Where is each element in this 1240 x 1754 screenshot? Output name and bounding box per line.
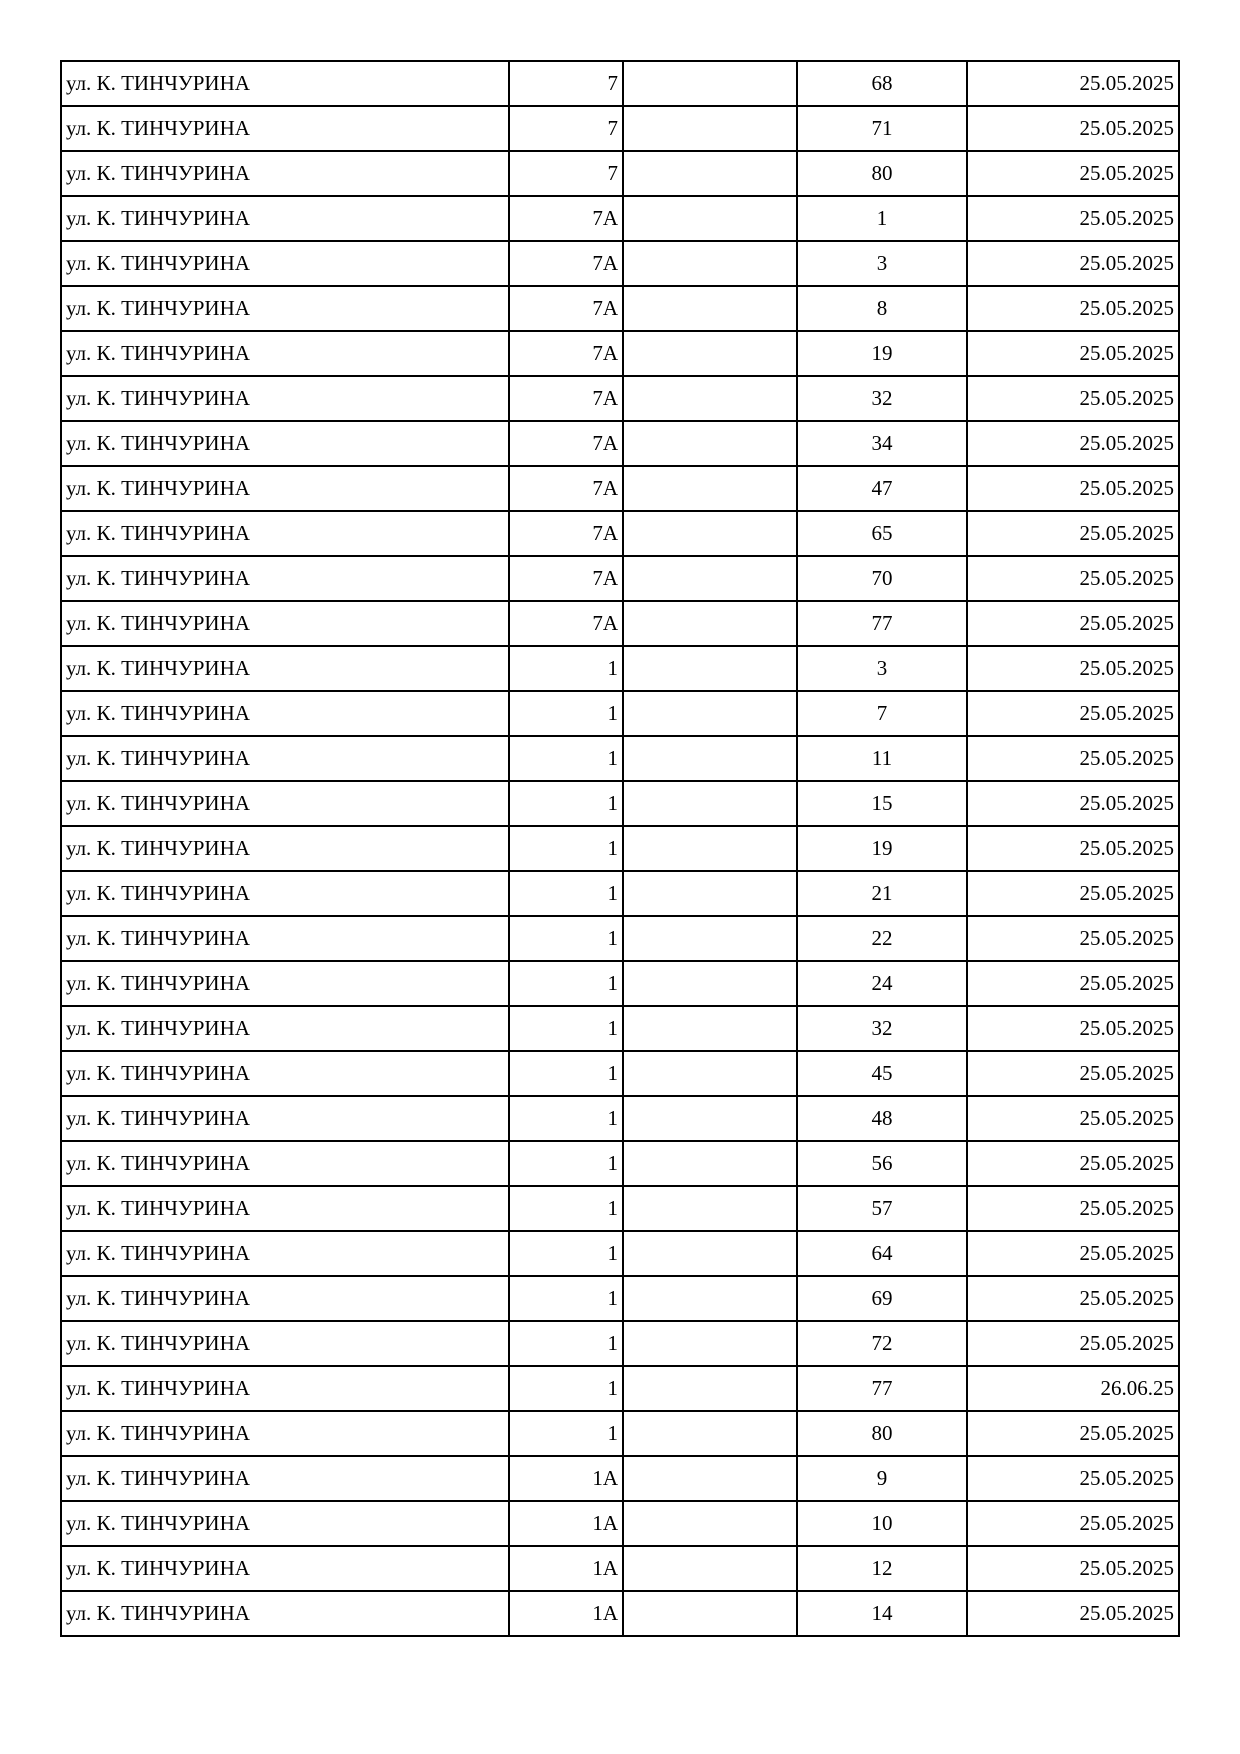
apartment-cell: 48 [797, 1096, 967, 1141]
building-cell [623, 781, 797, 826]
date-cell: 25.05.2025 [967, 376, 1179, 421]
street-cell: ул. К. ТИНЧУРИНА [61, 1366, 509, 1411]
table-row [61, 961, 1179, 1006]
building-cell [623, 826, 797, 871]
date-cell: 25.05.2025 [967, 1411, 1179, 1456]
apartment-cell: 3 [797, 241, 967, 286]
house-cell: 1А [509, 1501, 623, 1546]
table-row [61, 1276, 1179, 1321]
date-cell: 25.05.2025 [967, 331, 1179, 376]
apartment-cell: 14 [797, 1591, 967, 1636]
building-cell [623, 1411, 797, 1456]
building-cell [623, 1456, 797, 1501]
street-cell: ул. К. ТИНЧУРИНА [61, 916, 509, 961]
building-cell [623, 1006, 797, 1051]
building-cell [623, 1096, 797, 1141]
street-cell: ул. К. ТИНЧУРИНА [61, 556, 509, 601]
apartment-cell: 80 [797, 1411, 967, 1456]
house-cell: 1 [509, 1276, 623, 1321]
street-cell: ул. К. ТИНЧУРИНА [61, 1501, 509, 1546]
table-row [61, 1501, 1179, 1546]
building-cell [623, 556, 797, 601]
building-cell [623, 1591, 797, 1636]
street-cell: ул. К. ТИНЧУРИНА [61, 511, 509, 556]
date-cell: 25.05.2025 [967, 826, 1179, 871]
table-row [61, 106, 1179, 151]
apartment-cell: 32 [797, 1006, 967, 1051]
street-cell: ул. К. ТИНЧУРИНА [61, 826, 509, 871]
house-cell: 1 [509, 691, 623, 736]
apartment-cell: 22 [797, 916, 967, 961]
apartment-cell: 3 [797, 646, 967, 691]
building-cell [623, 961, 797, 1006]
house-cell: 1 [509, 1141, 623, 1186]
building-cell [623, 1276, 797, 1321]
house-cell: 7 [509, 61, 623, 106]
house-cell: 1А [509, 1591, 623, 1636]
house-cell: 1 [509, 871, 623, 916]
table-row [61, 1456, 1179, 1501]
house-cell: 1 [509, 781, 623, 826]
house-cell: 7А [509, 511, 623, 556]
date-cell: 25.05.2025 [967, 286, 1179, 331]
table-row [61, 421, 1179, 466]
date-cell: 25.05.2025 [967, 466, 1179, 511]
house-cell: 7А [509, 421, 623, 466]
table-row [61, 1141, 1179, 1186]
table-row [61, 511, 1179, 556]
house-cell: 1 [509, 736, 623, 781]
apartment-cell: 70 [797, 556, 967, 601]
house-cell: 7А [509, 331, 623, 376]
table-row [61, 1006, 1179, 1051]
table-row [61, 241, 1179, 286]
house-cell: 1 [509, 1411, 623, 1456]
building-cell [623, 601, 797, 646]
table-row [61, 826, 1179, 871]
street-cell: ул. К. ТИНЧУРИНА [61, 1321, 509, 1366]
street-cell: ул. К. ТИНЧУРИНА [61, 151, 509, 196]
table-row [61, 601, 1179, 646]
table-row [61, 916, 1179, 961]
house-cell: 1 [509, 646, 623, 691]
apartment-cell: 8 [797, 286, 967, 331]
house-cell: 7А [509, 376, 623, 421]
building-cell [623, 511, 797, 556]
date-cell: 26.06.25 [967, 1366, 1179, 1411]
building-cell [623, 331, 797, 376]
building-cell [623, 736, 797, 781]
apartment-cell: 80 [797, 151, 967, 196]
apartment-cell: 9 [797, 1456, 967, 1501]
building-cell [623, 421, 797, 466]
date-cell: 25.05.2025 [967, 601, 1179, 646]
street-cell: ул. К. ТИНЧУРИНА [61, 961, 509, 1006]
date-cell: 25.05.2025 [967, 871, 1179, 916]
street-cell: ул. К. ТИНЧУРИНА [61, 331, 509, 376]
apartment-cell: 71 [797, 106, 967, 151]
table-row [61, 286, 1179, 331]
apartment-cell: 77 [797, 1366, 967, 1411]
table-row [61, 466, 1179, 511]
street-cell: ул. К. ТИНЧУРИНА [61, 1006, 509, 1051]
table-row [61, 151, 1179, 196]
street-cell: ул. К. ТИНЧУРИНА [61, 1141, 509, 1186]
apartment-cell: 47 [797, 466, 967, 511]
building-cell [623, 196, 797, 241]
apartment-cell: 45 [797, 1051, 967, 1096]
street-cell: ул. К. ТИНЧУРИНА [61, 691, 509, 736]
date-cell: 25.05.2025 [967, 916, 1179, 961]
street-cell: ул. К. ТИНЧУРИНА [61, 1231, 509, 1276]
apartment-cell: 68 [797, 61, 967, 106]
building-cell [623, 646, 797, 691]
building-cell [623, 151, 797, 196]
house-cell: 1А [509, 1456, 623, 1501]
date-cell: 25.05.2025 [967, 1501, 1179, 1546]
apartment-cell: 32 [797, 376, 967, 421]
date-cell: 25.05.2025 [967, 1051, 1179, 1096]
street-cell: ул. К. ТИНЧУРИНА [61, 871, 509, 916]
house-cell: 7А [509, 601, 623, 646]
house-cell: 1 [509, 1051, 623, 1096]
table-row [61, 781, 1179, 826]
apartment-cell: 64 [797, 1231, 967, 1276]
date-cell: 25.05.2025 [967, 241, 1179, 286]
address-table [60, 60, 1180, 1637]
building-cell [623, 376, 797, 421]
date-cell: 25.05.2025 [967, 106, 1179, 151]
street-cell: ул. К. ТИНЧУРИНА [61, 196, 509, 241]
date-cell: 25.05.2025 [967, 736, 1179, 781]
house-cell: 7А [509, 556, 623, 601]
table-row [61, 871, 1179, 916]
street-cell: ул. К. ТИНЧУРИНА [61, 601, 509, 646]
house-cell: 1А [509, 1546, 623, 1591]
table-row [61, 556, 1179, 601]
building-cell [623, 1186, 797, 1231]
date-cell: 25.05.2025 [967, 1186, 1179, 1231]
street-cell: ул. К. ТИНЧУРИНА [61, 736, 509, 781]
street-cell: ул. К. ТИНЧУРИНА [61, 1411, 509, 1456]
apartment-cell: 19 [797, 331, 967, 376]
house-cell: 7А [509, 466, 623, 511]
date-cell: 25.05.2025 [967, 421, 1179, 466]
date-cell: 25.05.2025 [967, 556, 1179, 601]
house-cell: 1 [509, 1231, 623, 1276]
building-cell [623, 1546, 797, 1591]
building-cell [623, 1366, 797, 1411]
street-cell: ул. К. ТИНЧУРИНА [61, 106, 509, 151]
table-row [61, 1321, 1179, 1366]
date-cell: 25.05.2025 [967, 1276, 1179, 1321]
street-cell: ул. К. ТИНЧУРИНА [61, 1276, 509, 1321]
street-cell: ул. К. ТИНЧУРИНА [61, 421, 509, 466]
house-cell: 7А [509, 286, 623, 331]
building-cell [623, 691, 797, 736]
building-cell [623, 1321, 797, 1366]
building-cell [623, 1051, 797, 1096]
table-row [61, 1366, 1179, 1411]
date-cell: 25.05.2025 [967, 1231, 1179, 1276]
table-row [61, 646, 1179, 691]
date-cell: 25.05.2025 [967, 151, 1179, 196]
date-cell: 25.05.2025 [967, 511, 1179, 556]
apartment-cell: 7 [797, 691, 967, 736]
street-cell: ул. К. ТИНЧУРИНА [61, 1051, 509, 1096]
building-cell [623, 286, 797, 331]
house-cell: 7 [509, 151, 623, 196]
street-cell: ул. К. ТИНЧУРИНА [61, 1186, 509, 1231]
apartment-cell: 65 [797, 511, 967, 556]
date-cell: 25.05.2025 [967, 691, 1179, 736]
street-cell: ул. К. ТИНЧУРИНА [61, 646, 509, 691]
date-cell: 25.05.2025 [967, 1141, 1179, 1186]
street-cell: ул. К. ТИНЧУРИНА [61, 241, 509, 286]
street-cell: ул. К. ТИНЧУРИНА [61, 376, 509, 421]
table-row [61, 736, 1179, 781]
house-cell: 1 [509, 826, 623, 871]
building-cell [623, 1141, 797, 1186]
apartment-cell: 19 [797, 826, 967, 871]
apartment-cell: 10 [797, 1501, 967, 1546]
apartment-cell: 15 [797, 781, 967, 826]
apartment-cell: 57 [797, 1186, 967, 1231]
house-cell: 1 [509, 1366, 623, 1411]
house-cell: 1 [509, 1321, 623, 1366]
table-row [61, 376, 1179, 421]
table-row [61, 1231, 1179, 1276]
street-cell: ул. К. ТИНЧУРИНА [61, 466, 509, 511]
table-row [61, 331, 1179, 376]
building-cell [623, 1501, 797, 1546]
street-cell: ул. К. ТИНЧУРИНА [61, 1546, 509, 1591]
date-cell: 25.05.2025 [967, 1591, 1179, 1636]
street-cell: ул. К. ТИНЧУРИНА [61, 61, 509, 106]
date-cell: 25.05.2025 [967, 1456, 1179, 1501]
street-cell: ул. К. ТИНЧУРИНА [61, 1456, 509, 1501]
house-cell: 1 [509, 916, 623, 961]
date-cell: 25.05.2025 [967, 1096, 1179, 1141]
building-cell [623, 106, 797, 151]
date-cell: 25.05.2025 [967, 1006, 1179, 1051]
apartment-cell: 72 [797, 1321, 967, 1366]
house-cell: 1 [509, 1096, 623, 1141]
table-row [61, 196, 1179, 241]
date-cell: 25.05.2025 [967, 1321, 1179, 1366]
street-cell: ул. К. ТИНЧУРИНА [61, 1096, 509, 1141]
table-row [61, 1096, 1179, 1141]
street-cell: ул. К. ТИНЧУРИНА [61, 286, 509, 331]
date-cell: 25.05.2025 [967, 781, 1179, 826]
house-cell: 7 [509, 106, 623, 151]
building-cell [623, 1231, 797, 1276]
table-row [61, 1546, 1179, 1591]
date-cell: 25.05.2025 [967, 196, 1179, 241]
building-cell [623, 61, 797, 106]
date-cell: 25.05.2025 [967, 1546, 1179, 1591]
house-cell: 7А [509, 241, 623, 286]
apartment-cell: 12 [797, 1546, 967, 1591]
apartment-cell: 11 [797, 736, 967, 781]
house-cell: 1 [509, 1006, 623, 1051]
house-cell: 1 [509, 961, 623, 1006]
apartment-cell: 56 [797, 1141, 967, 1186]
table-row [61, 691, 1179, 736]
house-cell: 7А [509, 196, 623, 241]
table-row [61, 1591, 1179, 1636]
table-row [61, 1411, 1179, 1456]
apartment-cell: 24 [797, 961, 967, 1006]
table-row [61, 1051, 1179, 1096]
apartment-cell: 34 [797, 421, 967, 466]
apartment-cell: 21 [797, 871, 967, 916]
date-cell: 25.05.2025 [967, 961, 1179, 1006]
building-cell [623, 916, 797, 961]
table-row [61, 61, 1179, 106]
building-cell [623, 466, 797, 511]
date-cell: 25.05.2025 [967, 646, 1179, 691]
date-cell: 25.05.2025 [967, 61, 1179, 106]
apartment-cell: 69 [797, 1276, 967, 1321]
table-row [61, 1186, 1179, 1231]
house-cell: 1 [509, 1186, 623, 1231]
address-table-body [61, 61, 1179, 1636]
building-cell [623, 871, 797, 916]
street-cell: ул. К. ТИНЧУРИНА [61, 1591, 509, 1636]
building-cell [623, 241, 797, 286]
street-cell: ул. К. ТИНЧУРИНА [61, 781, 509, 826]
apartment-cell: 77 [797, 601, 967, 646]
apartment-cell: 1 [797, 196, 967, 241]
